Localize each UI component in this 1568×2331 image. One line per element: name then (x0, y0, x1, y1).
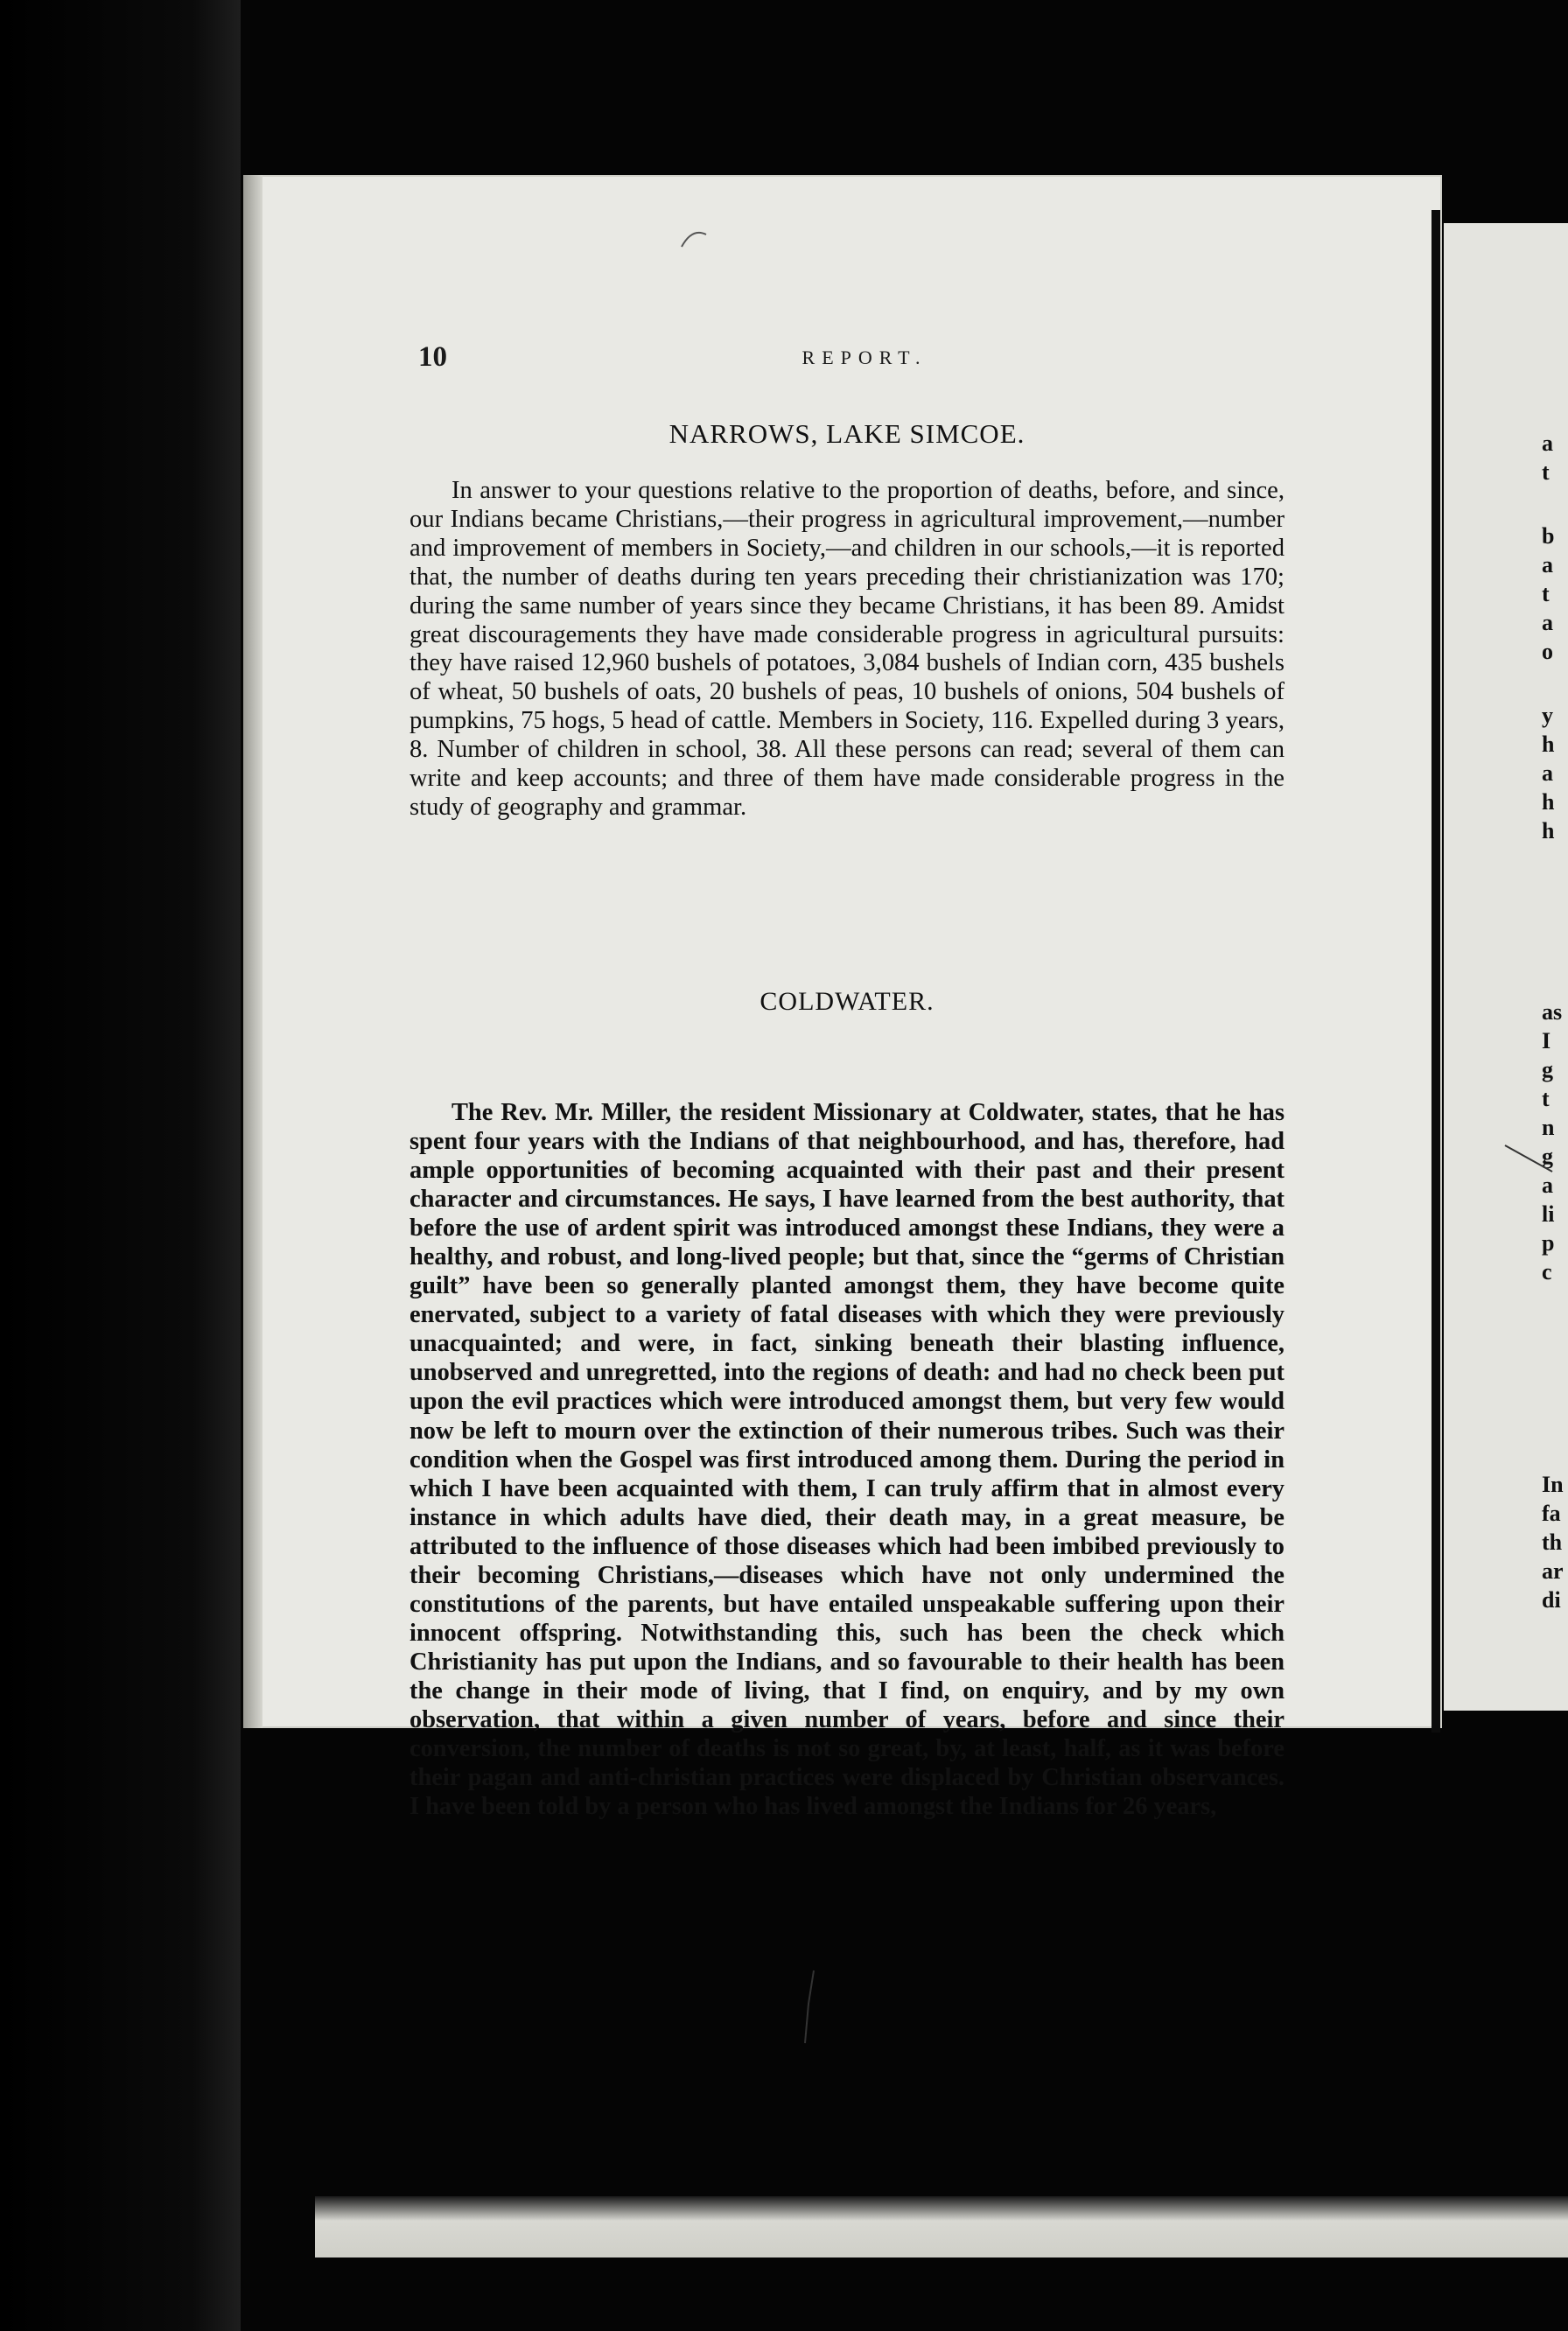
fragment: p (1542, 1230, 1555, 1256)
fragment: a (1542, 1172, 1553, 1198)
fragment: t (1542, 459, 1550, 485)
fragment: ar (1542, 1558, 1564, 1584)
fragment: t (1542, 1086, 1550, 1111)
fragment: a (1542, 552, 1553, 578)
section-body-coldwater (410, 1098, 1284, 1821)
fragment: b (1542, 523, 1555, 549)
facing-page-text (1542, 429, 1568, 845)
pen-mark (678, 226, 713, 252)
fragment: I (1542, 1028, 1551, 1054)
fragment: as (1542, 999, 1563, 1025)
fragment: fa (1542, 1501, 1561, 1526)
fragment: h (1542, 789, 1555, 815)
paragraph: The Rev. Mr. Miller, the resident Missionary at Coldwater, states, that he has spent four years with the Indians of that neighbourhood, and has, therefore, had ample opportunities of becoming acquainted with their past and their present character and circumstances. He says, I have learned from the best authority, that before the use of ardent spirit was introduced amongst these Indians, they were a healthy, and robust, and long-lived people; but that, since the “germs of Christian guilt” have been so generally planted amongst them, they have become quite enervated, subject to a variety of fatal diseases with which they were previously unacquainted; and were, in fact, sinking beneath their blasting influence, unobserved and unregretted, into the regions of death: and had no check been put upon the evil practices which were introduced amongst them, but very few would now be left to mourn over the extinction of their numerous tribes. Such was their condition when the Gospel was first introduced among them. During the period in which I have been acquainted with them, I can truly affirm that in almost every instance in which adults have died, their death may, in a great measure, be attributed to the influence of those diseases which had been imbibed previously to their becoming Christians,—diseases which have not only undermined the constitutions of the parents, but have entailed unspeakable suffering upon their innocent offspring. Notwithstanding this, such has been the check which Christianity has put upon the Indians, and so favourable to their health has been the change in their mode of living, that I find, on enquiry, and by my own observation, that within a given number of years, before and since their conversion, the number of deaths is not so great, by, at least, half, as it was before their pagan and anti-christian practices were displaced by Christian observances. I have been told by a person who has lived amongst the Indians for 26 years, (410, 1099, 1284, 1821)
fragment: o (1542, 639, 1553, 664)
fragment: t (1542, 581, 1550, 606)
fragment: h (1542, 732, 1555, 757)
page-edge (243, 175, 262, 1728)
fragment: a (1542, 610, 1553, 635)
scan-shadow-left (0, 0, 241, 2331)
fragment: g (1542, 1057, 1553, 1082)
fragment: n (1542, 1115, 1555, 1140)
section-body-narrows (410, 477, 1284, 822)
fragment: c (1542, 1259, 1552, 1284)
fragment: di (1542, 1587, 1561, 1613)
facing-page-text (1542, 1470, 1568, 1614)
running-head: REPORT. (802, 346, 928, 368)
section-heading-coldwater: COLDWATER. (760, 987, 934, 1016)
section-heading-narrows: NARROWS, LAKE SIMCOE. (668, 418, 1026, 449)
pen-mark (796, 1969, 822, 2048)
page-bottom-strip (315, 2196, 1568, 2258)
pen-mark (1503, 1142, 1556, 1177)
page-number: 10 (418, 341, 447, 373)
fragment: li (1542, 1201, 1555, 1227)
fragment: In (1542, 1472, 1564, 1497)
fragment: h (1542, 818, 1555, 844)
fragment: th (1542, 1530, 1563, 1555)
fragment: g (1542, 1144, 1553, 1169)
fragment: a (1542, 430, 1553, 456)
gutter-fold (1432, 210, 1440, 1732)
fragment: y (1542, 703, 1553, 728)
page-header (418, 341, 1311, 376)
fragment: a (1542, 760, 1553, 786)
paragraph: In answer to your questions relative to the proportion of deaths, before, and since, our Indians became Christians,—their progress in agricultural improvement,—number and improvement of members in Society,—and children in our schools,—it is reported that, the number of deaths during ten years preceding their christianization was 170; during the same number of years since they became Christians, it has been 89. Amidst great discouragements they have made considerable progress in agricultural pursuits: they have raised 12,960 bushels of potatoes, 3,084 bushels of Indian corn, 435 bushels of wheat, 50 bushels of oats, 20 bushels of peas, 10 bushels of onions, 504 bushels of pumpkins, 75 hogs, 5 head of cattle. Members in Society, 116. Expelled during 3 years, 8. Number of children in school, 38. All these persons can read; several of them can write and keep accounts; and three of them have made considerable progress in the study of geography and grammar. (410, 477, 1284, 821)
